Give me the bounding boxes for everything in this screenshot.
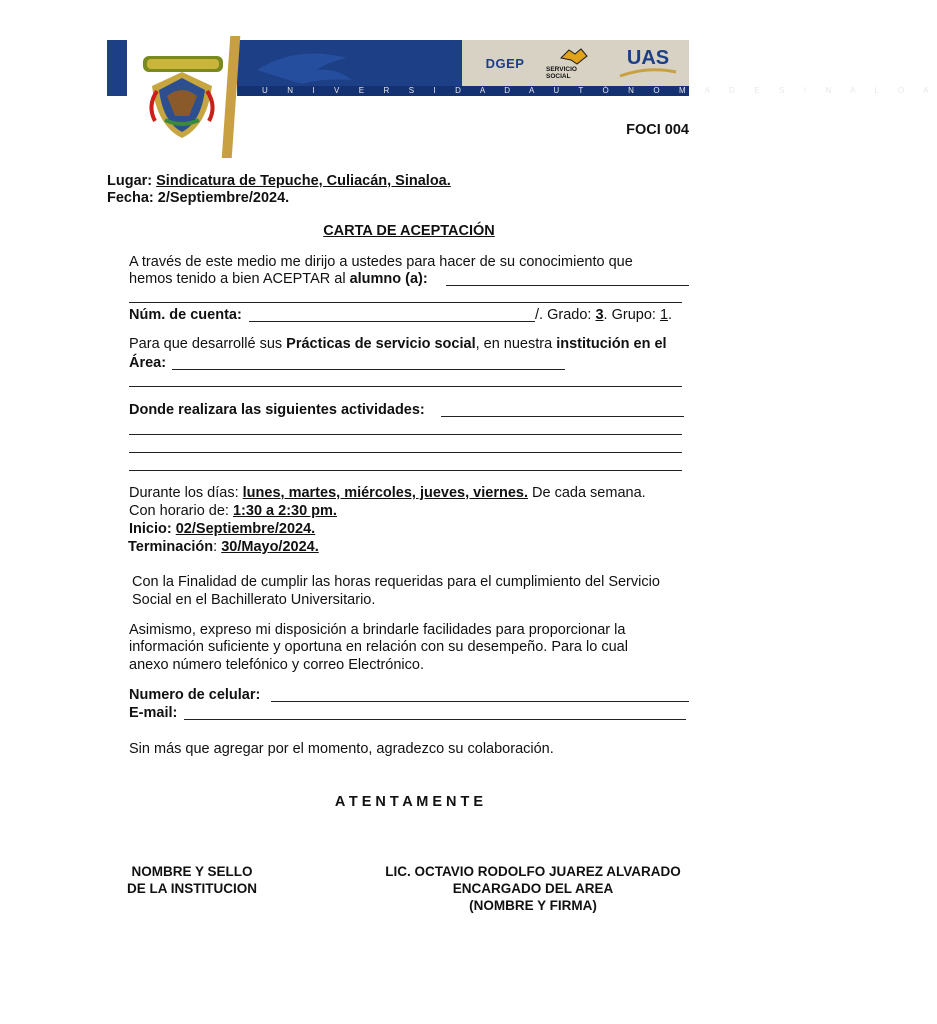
- cuenta-line: [129, 306, 242, 324]
- alumno-field-cont[interactable]: [129, 302, 682, 303]
- grupo-value: 1: [659, 307, 669, 323]
- celular-field[interactable]: [271, 701, 689, 702]
- asimismo-line1: Asimismo, expreso mi disposición a brindarle facilidades para proporcionar la: [129, 622, 626, 638]
- actividades-field-4[interactable]: [129, 470, 682, 471]
- dias-suffix: De cada semana.: [527, 485, 646, 501]
- firma-der-line1: LIC. OCTAVIO RODOLFO JUAREZ ALVARADO: [385, 864, 681, 879]
- terminacion-label: Terminación: [128, 539, 214, 555]
- lugar-label: Lugar:: [107, 173, 153, 189]
- fecha-value: 2/Septiembre/2024.: [157, 190, 290, 206]
- para2-text: Para que desarrollé sus: [129, 336, 287, 352]
- horario-value: 1:30 a 2:30 pm.: [232, 503, 337, 519]
- actividades-field-3[interactable]: [129, 452, 682, 453]
- fecha-line: [107, 189, 289, 207]
- actividades-field-2[interactable]: [129, 434, 682, 435]
- actividades-field[interactable]: [441, 416, 684, 417]
- atentamente: A T E N T A M E N T E: [334, 794, 484, 810]
- closing-line: Sin más que agregar por el momento, agradezco su colaboración.: [129, 741, 554, 757]
- firma-encargado: [376, 863, 690, 914]
- school-crest-icon: [127, 36, 237, 158]
- handshake-icon: [559, 46, 589, 66]
- para2-mid: , en nuestra: [475, 336, 557, 352]
- firma-institucion: [112, 863, 272, 897]
- para1-line1: A través de este medio me dirijo a ustedes para hacer de su conocimiento que: [129, 254, 633, 270]
- para2-line1: [129, 335, 667, 353]
- uas-logo: UAS: [612, 44, 684, 82]
- institucion-label: institución en el: [556, 336, 667, 352]
- celular-label: Numero de celular:: [129, 687, 261, 703]
- dias-value: lunes, martes, miércoles, jueves, viernes.: [242, 485, 528, 501]
- asimismo-line3: anexo número telefónico y correo Electrónico.: [129, 657, 424, 673]
- dias-line: [129, 484, 646, 502]
- area-field[interactable]: [172, 369, 565, 370]
- fecha-label: Fecha:: [107, 190, 154, 206]
- firma-der-line3: (NOMBRE Y FIRMA): [469, 898, 597, 913]
- dgep-logo: DGEP: [485, 55, 525, 71]
- horario-label: Con horario de:: [129, 503, 233, 519]
- firma-der-line2: ENCARGADO DEL AREA: [452, 881, 614, 896]
- actividades-label: Donde realizara las siguientes actividades:: [129, 402, 425, 418]
- para1-text: hemos tenido a bien ACEPTAR al: [129, 271, 350, 287]
- document-title: CARTA DE ACEPTACIÓN: [323, 223, 495, 239]
- cuenta-field[interactable]: [249, 321, 535, 322]
- email-field[interactable]: [184, 719, 686, 720]
- grupo-end: .: [668, 307, 673, 323]
- terminacion-colon: :: [213, 539, 222, 555]
- area-label: Área:: [129, 355, 167, 371]
- inicio-value: 02/Septiembre/2024.: [175, 521, 316, 537]
- email-label: E-mail:: [129, 705, 178, 721]
- horario-line: [129, 502, 337, 520]
- terminacion-value: 30/Mayo/2024.: [221, 539, 319, 555]
- uas-swoosh-icon: [618, 68, 678, 78]
- document-code: FOCI 004: [626, 122, 689, 138]
- grado-grupo: [535, 306, 672, 324]
- firma-izq-line2: DE LA INSTITUCION: [127, 881, 257, 896]
- lugar-line: [107, 172, 451, 190]
- university-name: U N I V E R S I D A D A U T Ó N O M A D E S I N A L O A: [262, 86, 937, 95]
- grupo-label: . Grupo:: [603, 307, 660, 323]
- lugar-value: Sindicatura de Tepuche, Culiacán, Sinaloa.: [156, 173, 451, 189]
- inicio-line: [129, 520, 315, 538]
- asimismo-line2: información suficiente y oportuna en relación con su desempeño. Para lo cual: [129, 639, 628, 655]
- firma-izq-line1: NOMBRE Y SELLO: [131, 864, 253, 879]
- finalidad-line1: Con la Finalidad de cumplir las horas requeridas para el cumplimiento del Servicio: [132, 574, 660, 590]
- servicio-social-logo: SERVICIO SOCIAL: [546, 44, 602, 82]
- alumno-field[interactable]: [446, 285, 689, 286]
- para1-line2: [129, 270, 428, 288]
- practicas-label: Prácticas de servicio social: [286, 336, 476, 352]
- school-logo-panel: [127, 36, 237, 158]
- grado-label: /. Grado:: [535, 307, 596, 323]
- cuenta-label: Núm. de cuenta:: [129, 307, 242, 323]
- alumno-label: alumno (a):: [349, 271, 428, 287]
- partner-logos: [462, 40, 689, 86]
- dias-label: Durante los días:: [129, 485, 243, 501]
- finalidad-line2: Social en el Bachillerato Universitario.: [132, 592, 376, 608]
- inicio-label: Inicio:: [129, 521, 176, 537]
- terminacion-line: [128, 538, 319, 556]
- grado-value: 3: [595, 307, 604, 323]
- area-field-cont[interactable]: [129, 386, 682, 387]
